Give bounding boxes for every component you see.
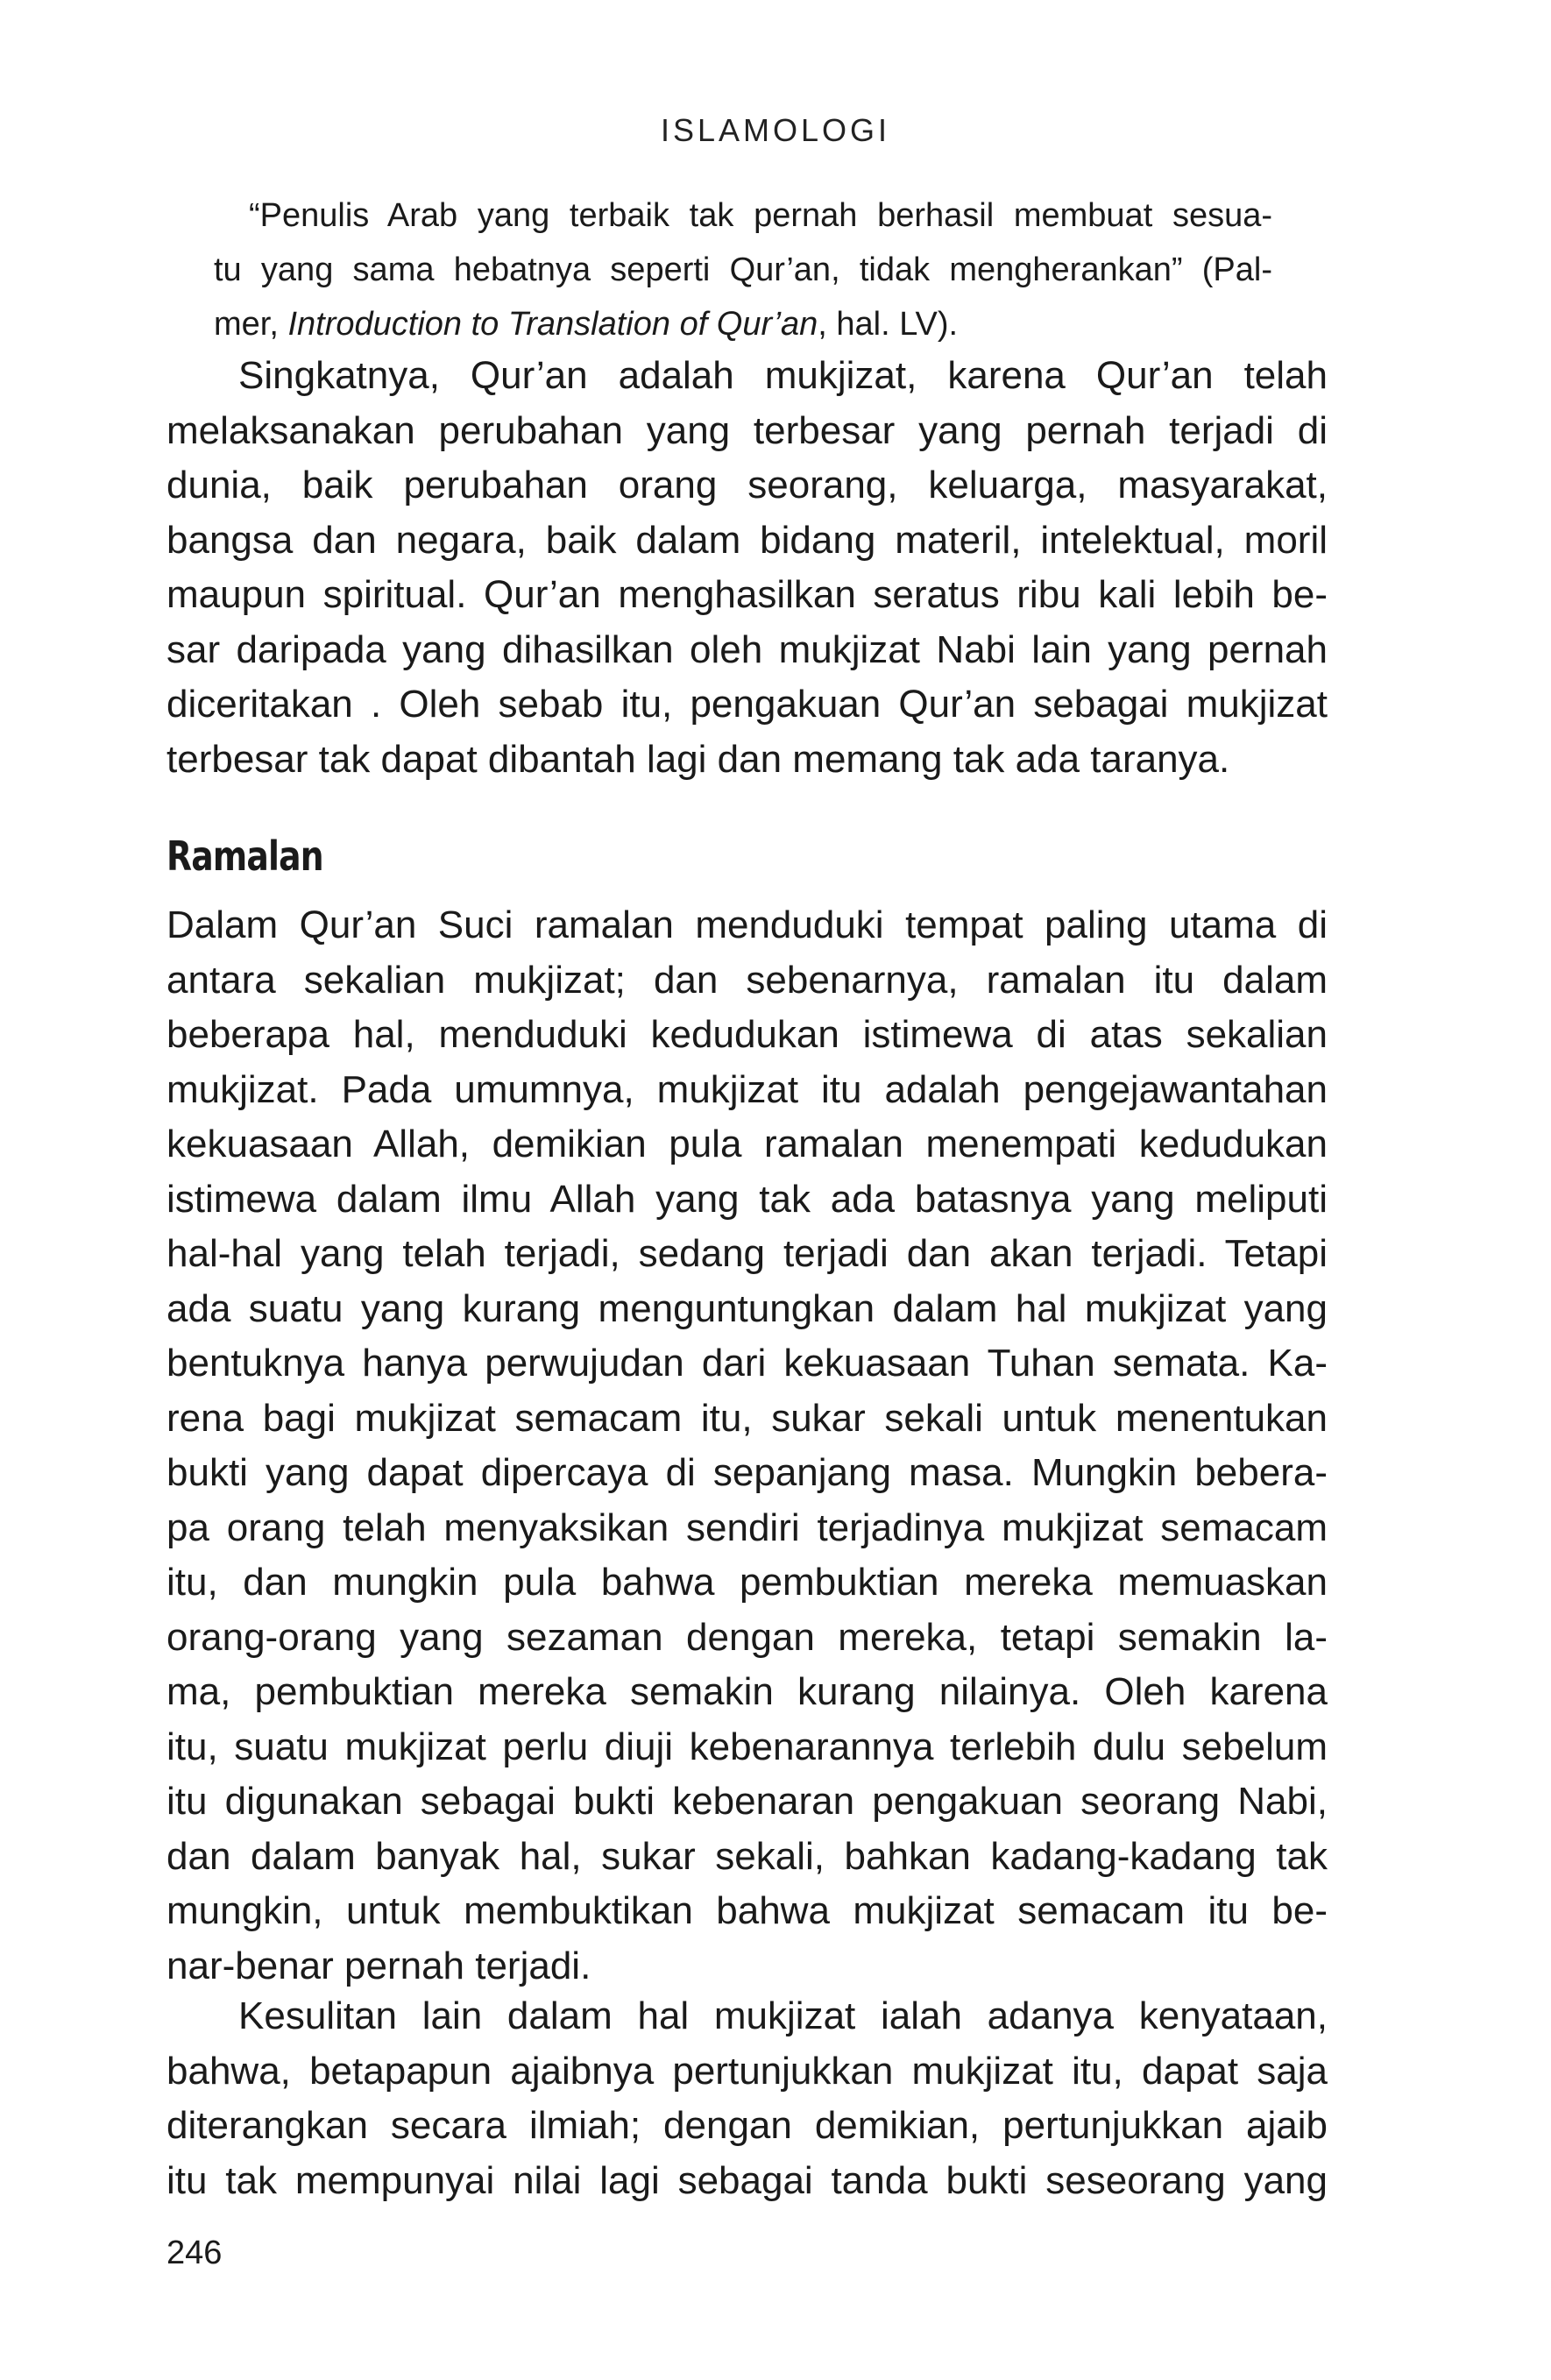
text-line: melaksanakan perubahan yang terbesar yang pernah terjadi di [166,408,1328,452]
running-header: ISLAMOLOGI [660,112,891,148]
text-line: Dalam Qur’an Suci ramalan menduduki tempat paling utama di [166,903,1328,946]
text-line: bahwa, betapapun ajaibnya pertunjukkan mukjizat itu, dapat saja [166,2049,1328,2093]
text-line: maupun spiritual. Qur’an menghasilkan seratus ribu kali lebih be- [166,573,1328,616]
text-line: pa orang telah menyaksikan sendiri terjadinya mukjizat semacam [166,1505,1328,1549]
text-line: dunia, baik perubahan orang seorang, keluarga, masyarakat, [166,464,1328,506]
text-line: ma, pembuktian mereka semakin kurang nilainya. Oleh karena [166,1670,1328,1713]
text-line: istimewa dalam ilmu Allah yang tak ada batasnya yang meliputi [166,1177,1328,1221]
text-line: ada suatu yang kurang menguntungkan dalam hal mukjizat yang [166,1286,1328,1330]
text-line: itu digunakan sebagai bukti kebenaran pengakuan seorang Nabi, [166,1780,1328,1823]
text-line: bangsa dan negara, baik dalam bidang materil, intelektual, moril [166,518,1328,562]
page-number: 246 [166,2235,223,2271]
quote-line: tu yang sama hebatnya seperti Qur’an, tidak mengherankan” (Pal- [214,251,1272,288]
text-line: itu, dan mungkin pula bahwa pembuktian mereka memuaskan [166,1561,1328,1604]
text-line: itu, suatu mukjizat perlu diuji kebenarannya terlebih dulu sebelum [166,1725,1328,1768]
text-line: Kesulitan lain dalam hal mukjizat ialah adanya kenyataan, [238,1994,1328,2037]
section-heading: Ramalan [166,832,323,880]
text-line: dan dalam banyak hal, sukar sekali, bahkan kadang-kadang tak [166,1834,1328,1878]
text-line: mungkin, untuk membuktikan bahwa mukjizat semacam itu be- [166,1889,1328,1932]
block-quote [214,188,1272,351]
quote-citation-line [214,297,1272,351]
text-line: kekuasaan Allah, demikian pula ramalan menempati kedudukan [166,1123,1328,1165]
quote-citation-title: Introduction to Translation of Qur’an [287,306,818,343]
text-line: antara sekalian mukjizat; dan sebenarnya, ramalan itu dalam [166,958,1328,1002]
text-line: orang-orang yang sezaman dengan mereka, tetapi semakin la- [166,1615,1328,1659]
text-line: diceritakan . Oleh sebab itu, pengakuan Qur’an sebagai mukjizat [166,683,1328,726]
paragraph-summary [166,349,1328,787]
paragraph-ramalan [166,898,1328,1994]
text-line: rena bagi mukjizat semacam itu, sukar sekali untuk menentukan [166,1396,1328,1440]
text-line: mukjizat. Pada umumnya, mukjizat itu adalah pengejawantahan [166,1067,1328,1111]
text-line: nar-benar pernah terjadi. [166,1944,591,1987]
quote-line: “Penulis Arab yang terbaik tak pernah berhasil membuat sesua- [249,197,1272,234]
quote-citation-suffix: , hal. LV). [818,306,959,343]
paragraph-kesulitan [166,1989,1328,2208]
text-line: beberapa hal, menduduki kedudukan istimewa di atas sekalian [166,1013,1328,1056]
text-line: bukti yang dapat dipercaya di sepanjang masa. Mungkin bebera- [166,1451,1328,1494]
text-line: bentuknya hanya perwujudan dari kekuasaan Tuhan semata. Ka- [166,1342,1328,1385]
text-line: diterangkan secara ilmiah; dengan demikian, pertunjukkan ajaib [166,2104,1328,2147]
quote-citation-prefix: mer, [214,306,288,343]
text-line: terbesar tak dapat dibantah lagi dan memang tak ada taranya. [166,737,1230,781]
text-line: itu tak mempunyai nilai lagi sebagai tanda bukti seseorang yang [166,2158,1328,2202]
text-line: Singkatnya, Qur’an adalah mukjizat, karena Qur’an telah [238,354,1328,397]
text-line: hal-hal yang telah terjadi, sedang terjadi dan akan terjadi. Tetapi [166,1232,1328,1275]
text-line: sar daripada yang dihasilkan oleh mukjizat Nabi lain yang pernah [166,627,1328,671]
